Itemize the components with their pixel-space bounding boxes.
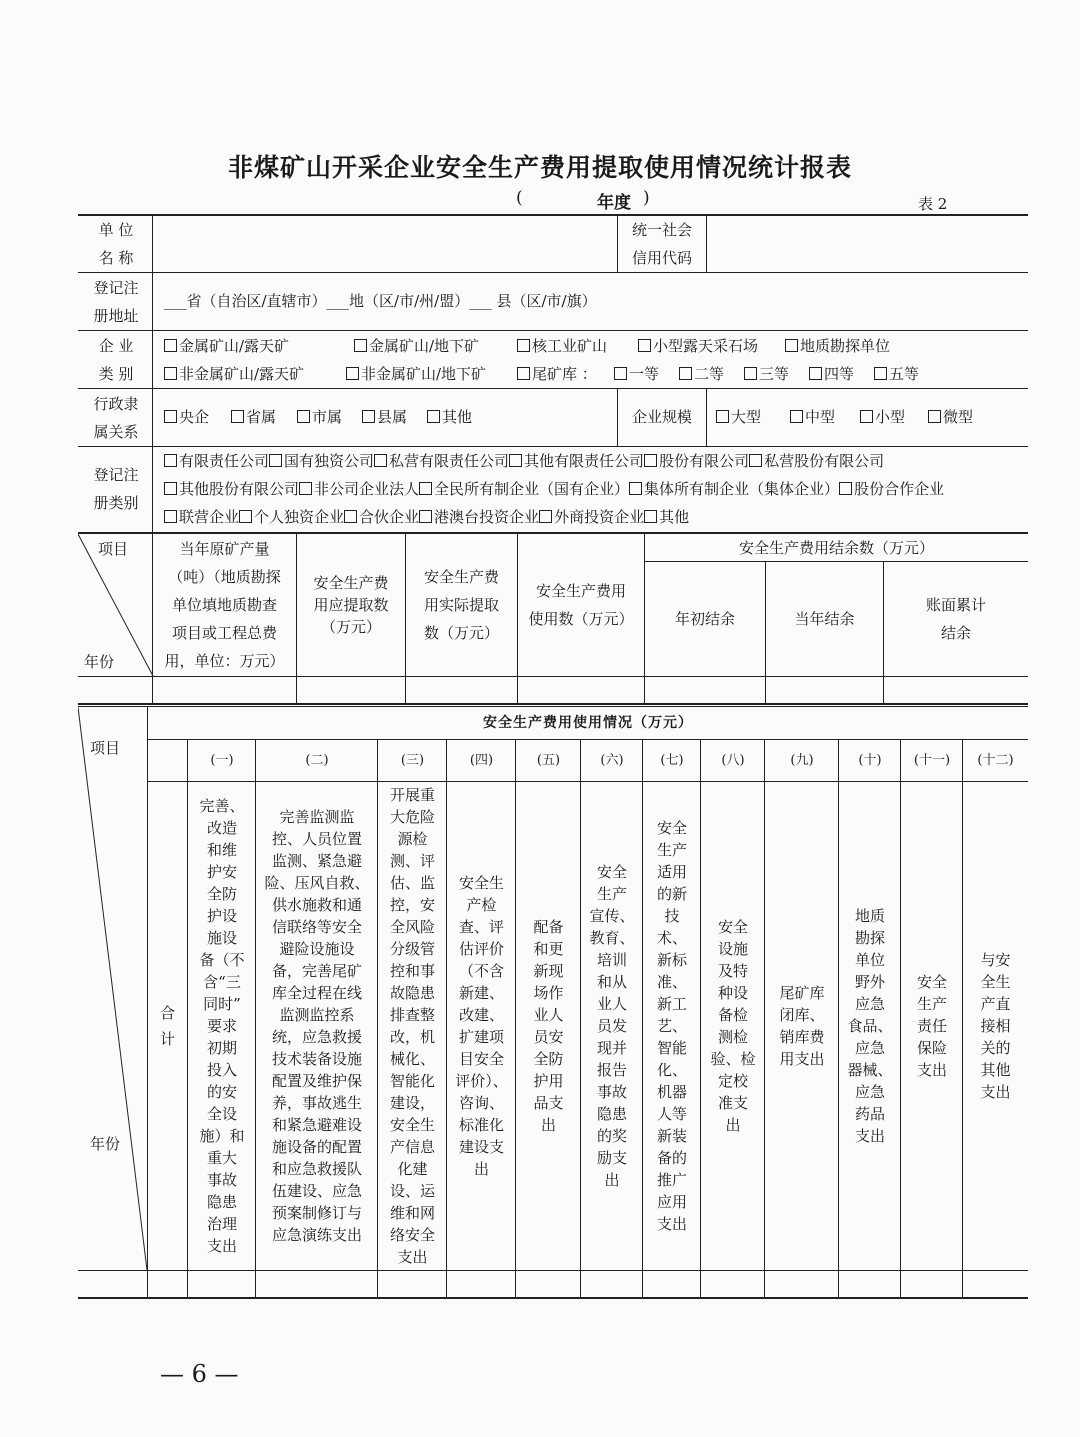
- reg-type-option[interactable]: 个人独资企业: [239, 508, 344, 526]
- category-option[interactable]: 五等: [874, 360, 919, 388]
- category-option[interactable]: 非金属矿山/地下矿: [346, 360, 486, 388]
- checkbox-icon: [614, 367, 627, 380]
- reg-type-option[interactable]: 全民所有制企业（国有企业）: [419, 480, 629, 498]
- t2-col-description: 安全 生产 宣传、 教育、 培训 和从 业人 员发 现并 报告 事故 隐患 的奖 励支 出: [589, 863, 635, 1189]
- category-option[interactable]: 金属矿山/露天矿: [164, 332, 289, 360]
- checkbox-icon: [164, 510, 177, 523]
- t2-year-label: 年份: [90, 1135, 121, 1153]
- t2-col-description: 配备 和更 新现 场作 业人 员安 全防 护用 品支 出: [533, 918, 564, 1134]
- reg-type-option[interactable]: 集体所有制企业（集体企业）: [629, 480, 839, 498]
- checkbox-icon: [716, 410, 729, 423]
- t2-col-description: 尾矿库 闭库、 销库费 用支出: [779, 984, 825, 1068]
- t1-bal-begin: 年初结余: [674, 610, 735, 628]
- category-label-1: 企 业: [98, 337, 134, 355]
- reg-type-option[interactable]: 私营股份有限公司: [749, 452, 884, 470]
- checkbox-icon: [427, 410, 440, 423]
- t2-col-number: (九): [790, 752, 814, 768]
- admin-label-2: 属关系: [93, 423, 139, 441]
- reg-type-option[interactable]: 有限责任公司: [164, 452, 269, 470]
- credit-code-label-2: 信用代码: [631, 249, 692, 267]
- t2-col-description: 地质 勘探 单位 野外 应急 食品、 应急 器械、 应急 药品 支出: [847, 907, 893, 1145]
- category-option[interactable]: 三等: [744, 360, 789, 388]
- checkbox-icon: [749, 454, 762, 467]
- reg-type-option[interactable]: 合伙企业: [344, 508, 419, 526]
- category-option[interactable]: 非金属矿山/露天矿: [164, 360, 304, 388]
- checkbox-icon: [164, 482, 177, 495]
- reg-address-value: ___省（自治区/直辖市）___地（区/市/州/盟）___ 县（区/市/旗）: [164, 292, 597, 310]
- t1-col-production: 当年原矿产量 （吨）（地质勘探 单位填地质勘查 项目或工程总费 用，单位：万元）: [164, 540, 285, 670]
- checkbox-icon: [344, 510, 357, 523]
- scale-option[interactable]: 大型: [716, 403, 761, 431]
- reg-type-label-1: 登记注: [93, 466, 139, 484]
- checkbox-icon: [644, 510, 657, 523]
- reg-type-option[interactable]: 股份合作企业: [839, 480, 944, 498]
- admin-option[interactable]: 省属: [231, 403, 276, 431]
- checkbox-icon: [809, 367, 822, 380]
- reg-type-option[interactable]: 外商投资企业: [539, 508, 644, 526]
- admin-option[interactable]: 央企: [164, 403, 209, 431]
- scale-option[interactable]: 微型: [928, 403, 973, 431]
- checkbox-icon: [346, 367, 359, 380]
- checkbox-icon: [269, 454, 282, 467]
- credit-code-label-1: 统一社会: [631, 221, 692, 239]
- year-label: 年度: [597, 193, 631, 213]
- checkbox-icon: [928, 410, 941, 423]
- checkbox-icon: [744, 367, 757, 380]
- reg-type-option[interactable]: 港澳台投资企业: [419, 508, 539, 526]
- checkbox-icon: [419, 510, 432, 523]
- t2-col-description: 完善监测监 控、人员位置 监测、紧急避 险、压风自救、 供水施救和通 信联络等安全 避险设施设 备，完善尾矿 库全过程在线 监测监控系 统，应急救援 技术装备设施 配置及维护保 养，事故逃生 和紧急避难设 施设备的配置 和应急救援队 伍建设、应急 预案制修订与 应急演练支出: [264, 808, 370, 1244]
- category-option[interactable]: 地质勘探单位: [785, 332, 890, 360]
- checkbox-icon: [164, 339, 177, 352]
- checkbox-icon: [362, 410, 375, 423]
- t2-col-number: (三): [400, 752, 425, 768]
- reg-type-option[interactable]: 非公司企业法人: [299, 480, 419, 498]
- checkbox-icon: [539, 510, 552, 523]
- checkbox-icon: [299, 482, 312, 495]
- checkbox-icon: [517, 367, 530, 380]
- t1-year-label: 年份: [84, 653, 115, 671]
- category-option[interactable]: 小型露天采石场: [638, 332, 758, 360]
- checkbox-icon: [785, 339, 798, 352]
- table-number: 表 2: [918, 195, 948, 213]
- category-option[interactable]: 金属矿山/地下矿: [354, 332, 479, 360]
- admin-label-1: 行政隶: [93, 395, 139, 413]
- t1-item-label: 项目: [98, 540, 129, 558]
- checkbox-icon: [790, 410, 803, 423]
- checkbox-icon: [644, 454, 657, 467]
- t2-col-description: 完善、 改造 和维 护安 全防 护设 施设 备（不 含“三 同时” 要求 初期 投入 的安 全设 施）和 重大 事故 隐患 治理 支出: [199, 797, 245, 1255]
- admin-option[interactable]: 其他: [427, 403, 472, 431]
- reg-type-row-3: [164, 503, 689, 531]
- page-number: — 6 —: [160, 1360, 239, 1388]
- checkbox-icon: [374, 454, 387, 467]
- t2-header: 安全生产费用使用情况（万元）: [483, 715, 693, 731]
- admin-option[interactable]: 县属: [362, 403, 407, 431]
- t2-col-number: (七): [660, 752, 684, 768]
- reg-type-option[interactable]: 其他: [644, 508, 689, 526]
- t2-col-number: (十二): [977, 752, 1014, 768]
- t1-col-actual-extract: 安全生产费 用实际提取 数（万元）: [423, 568, 499, 642]
- t2-item-label: 项目: [90, 739, 121, 757]
- scale-label: 企业规模: [631, 408, 692, 426]
- reg-type-option[interactable]: 联营企业: [164, 508, 239, 526]
- checkbox-icon: [164, 454, 177, 467]
- t1-bal-cumulative: 账面累计 结余: [925, 596, 986, 642]
- admin-option[interactable]: 市属: [297, 403, 342, 431]
- unit-name-label-1: 单 位: [98, 221, 134, 239]
- t1-col-used: 安全生产费用 使用数（万元）: [528, 582, 634, 628]
- checkbox-icon: [239, 510, 252, 523]
- t2-col-number: (六): [600, 752, 624, 768]
- t2-total: 合 计: [159, 1004, 175, 1048]
- t2-col-number: (八): [721, 752, 745, 768]
- reg-address-label-2: 册地址: [93, 307, 139, 325]
- reg-type-option[interactable]: 国有独资公司: [269, 452, 374, 470]
- t2-col-number: (五): [536, 752, 561, 768]
- reg-type-option[interactable]: 股份有限公司: [644, 452, 749, 470]
- category-option[interactable]: 二等: [679, 360, 724, 388]
- t2-col-description: 安全 生产 责任 保险 支出: [916, 973, 947, 1079]
- t2-col-description: 安全 设施 及特 种设 备检 测检 验、检 定校 准支 出: [710, 918, 756, 1134]
- t1-balance-header: 安全生产费用结余数（万元）: [738, 538, 934, 557]
- scale-option[interactable]: 小型: [860, 403, 905, 431]
- category-option[interactable]: 核工业矿山: [517, 332, 607, 360]
- t1-col-should-extract: 安全生产费 用应提取数 （万元）: [313, 574, 389, 636]
- checkbox-icon: [354, 339, 367, 352]
- reg-type-option[interactable]: 其他股份有限公司: [164, 480, 299, 498]
- category-option[interactable]: 四等: [809, 360, 854, 388]
- t2-col-description: 安全生 产检 查、评 估评价 （不含 新建、 改建、 扩建项 目安全 评价）、 咨询、 标准化 建设支 出: [455, 874, 508, 1178]
- scale-option[interactable]: 中型: [790, 403, 835, 431]
- t2-col-description: 与安 全生 产直 接相 关的 其他 支出: [980, 951, 1011, 1101]
- reg-type-label-2: 册类别: [93, 494, 139, 512]
- t2-col-number: (四): [469, 752, 494, 768]
- report-title: 非煤矿山开采企业安全生产费用提取使用情况统计报表: [227, 153, 852, 182]
- t2-col-number: (十): [858, 752, 882, 768]
- reg-type-row-2: [164, 475, 944, 503]
- year-paren-open: (: [516, 188, 523, 208]
- checkbox-icon: [874, 367, 887, 380]
- checkbox-icon: [297, 410, 310, 423]
- checkbox-icon: [509, 454, 522, 467]
- reg-address-label-1: 登记注: [93, 279, 139, 297]
- unit-name-label-2: 名 称: [98, 249, 134, 267]
- t2-col-number: (一): [210, 752, 234, 768]
- diagonal-divider: [78, 707, 148, 1271]
- checkbox-icon: [638, 339, 651, 352]
- category-label-2: 类 别: [98, 365, 134, 383]
- checkbox-icon: [839, 482, 852, 495]
- t2-col-number: (二): [305, 752, 329, 768]
- reg-type-option[interactable]: 其他有限责任公司: [509, 452, 644, 470]
- checkbox-icon: [860, 410, 873, 423]
- t2-col-description: 开展重 大危险 源检 测、评 估、监 控，安 全风险 分级管 控和事 故隐患 排查整 改，机 械化、 智能化 建设， 安全生 产信息 化建 设、运 维和网 络安全 支出: [389, 786, 435, 1266]
- checkbox-icon: [629, 482, 642, 495]
- category-option[interactable]: 尾矿库 ：: [517, 360, 597, 388]
- checkbox-icon: [231, 410, 244, 423]
- t2-col-description: 安全 生产 适用 的新 技 术、 新标 准、 新工 艺、 智能 化、 机器 人等 新装 备的 推广 应用 支出: [656, 819, 687, 1233]
- checkbox-icon: [164, 410, 177, 423]
- reg-type-option[interactable]: 私营有限责任公司: [374, 452, 509, 470]
- checkbox-icon: [679, 367, 692, 380]
- checkbox-icon: [164, 367, 177, 380]
- year-paren-close: ): [643, 188, 650, 208]
- checkbox-icon: [517, 339, 530, 352]
- t1-bal-current: 当年结余: [794, 610, 855, 628]
- category-option[interactable]: 一等: [614, 360, 659, 388]
- checkbox-icon: [419, 482, 432, 495]
- t2-col-number: (十一): [913, 752, 951, 768]
- reg-type-row-1: [164, 447, 884, 475]
